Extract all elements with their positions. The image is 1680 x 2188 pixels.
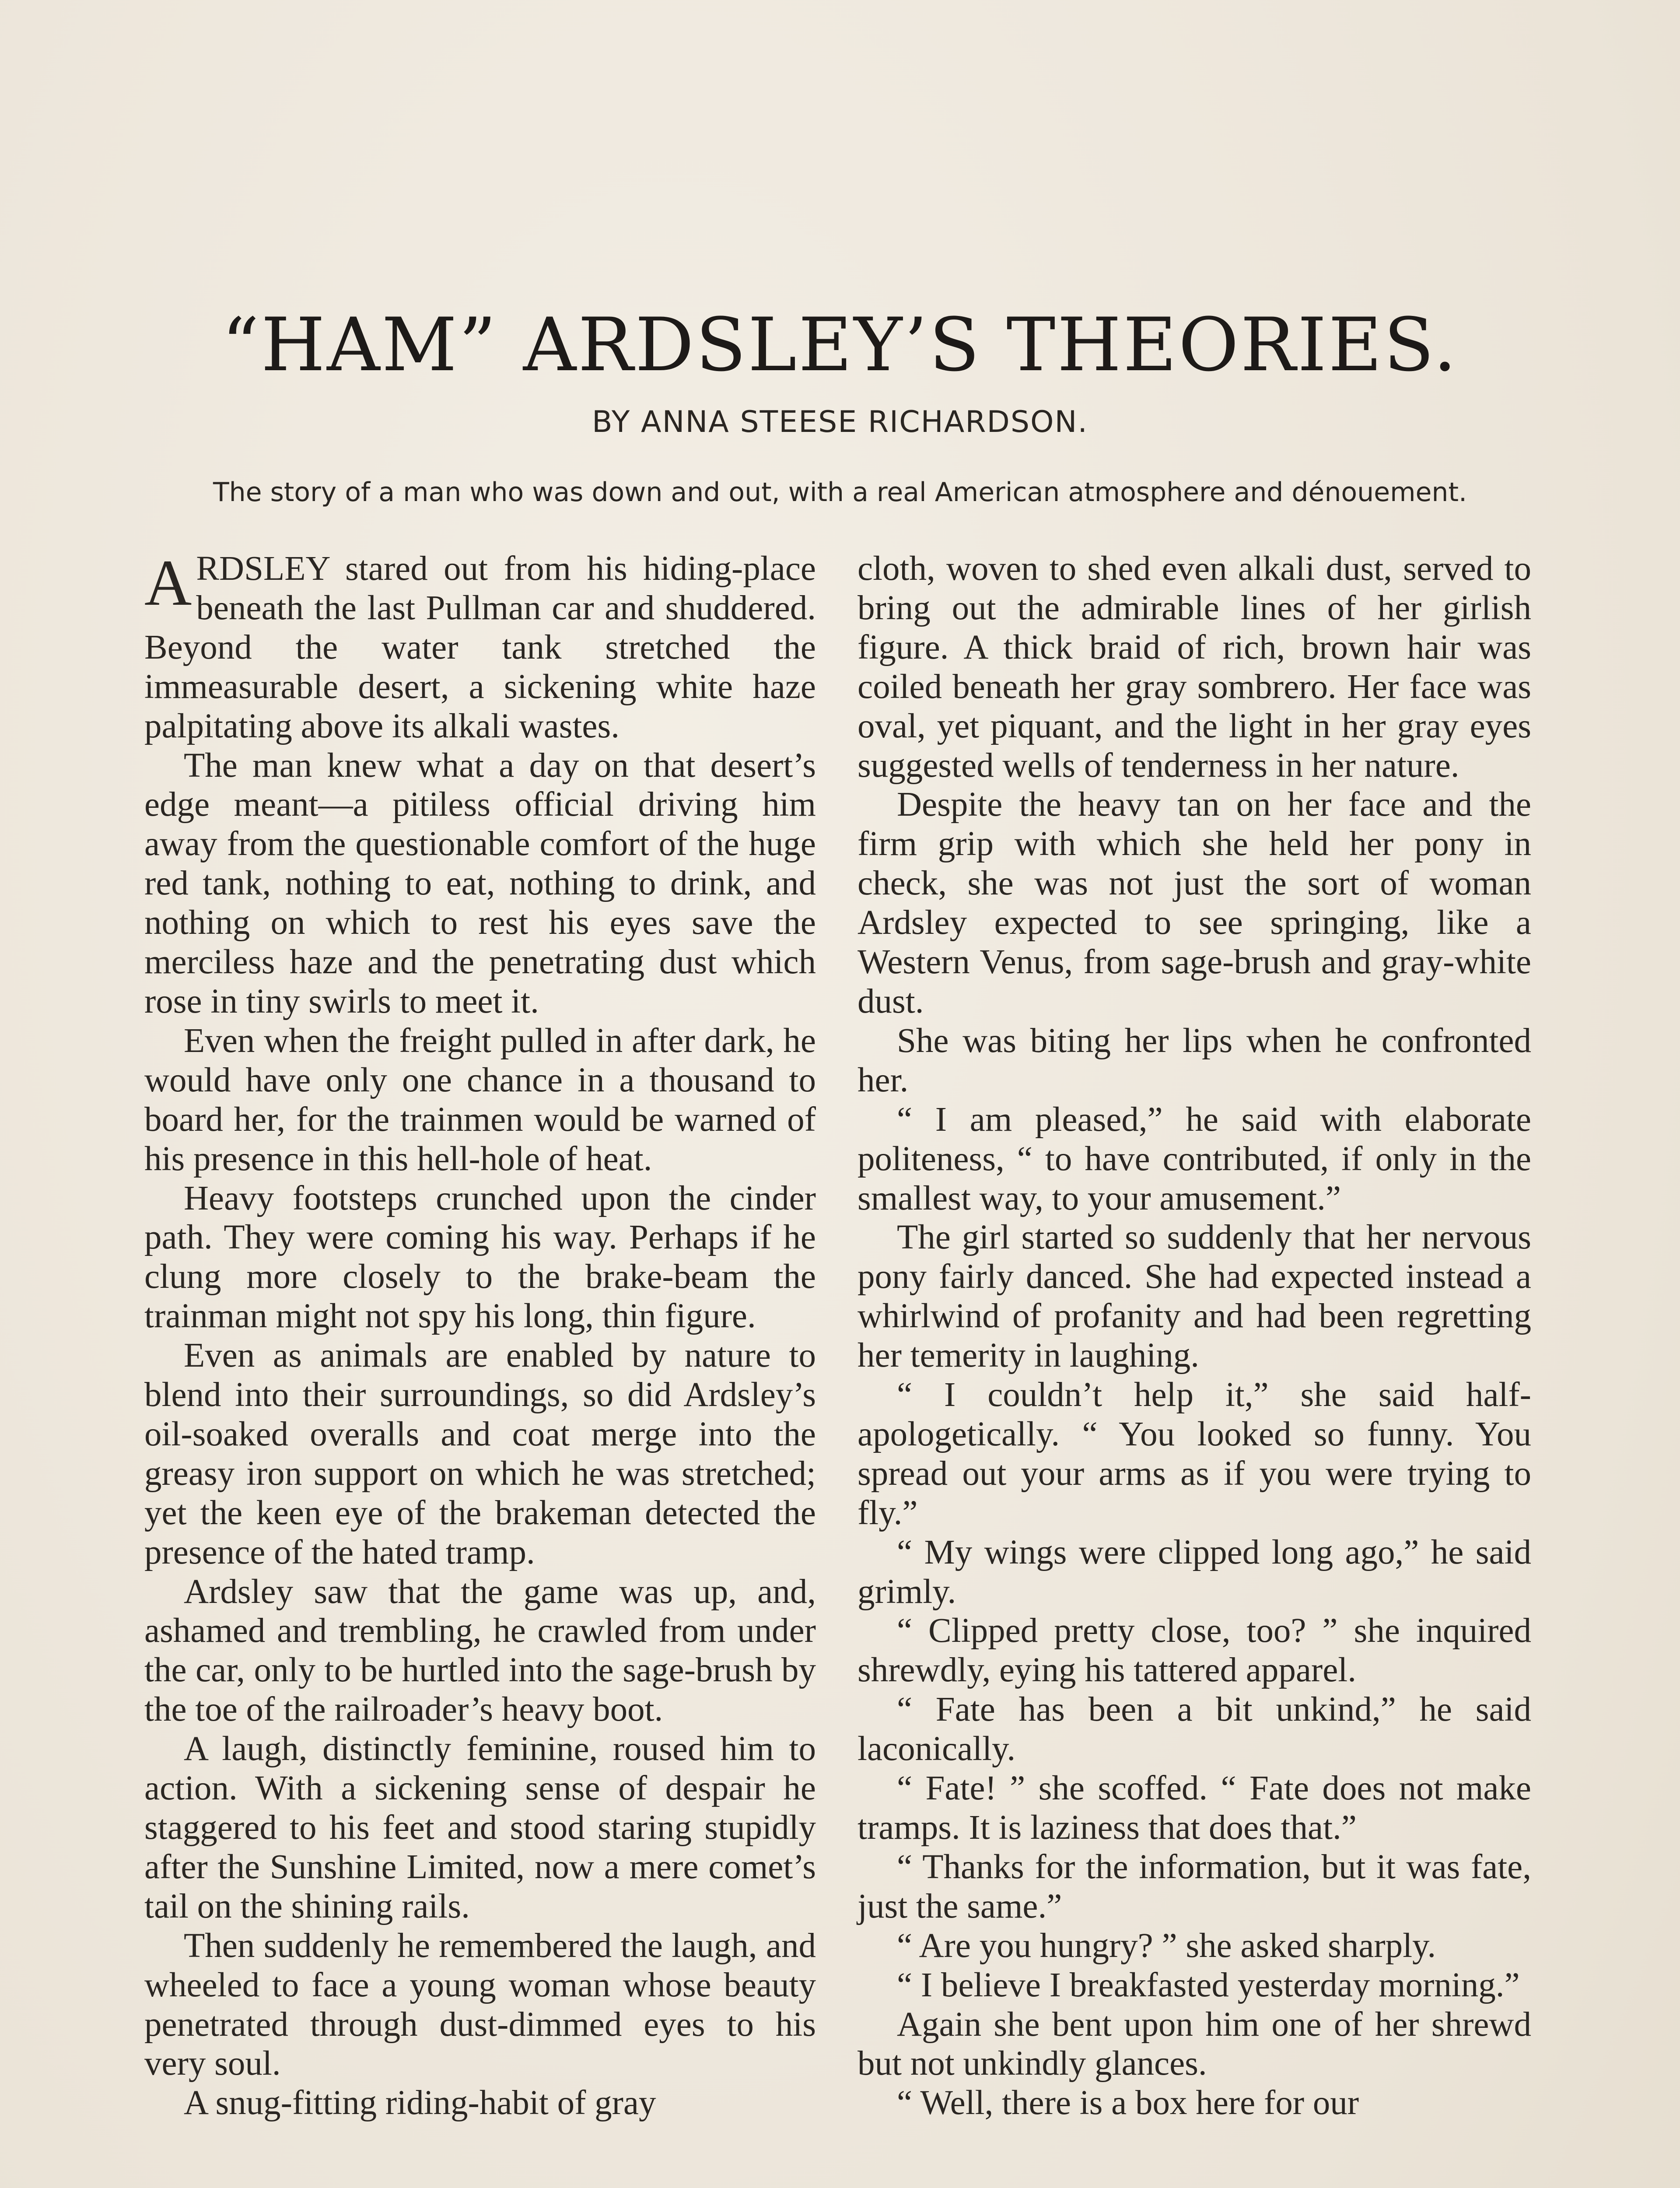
paragraph: The man knew what a day on that desert’s edge meant—a pitiless official driving him away from the questionable comfort of the huge red tank, nothing to eat, nothing to drink, and nothing on which to rest his eyes save the merciless haze and the penetrating dust which rose in tiny swirls to meet it. [144, 746, 816, 1020]
paragraph: “ I couldn’t help it,” she said half-apologetically. “ You looked so funny. You spread out your arms as if you were trying to fly.” [858, 1376, 1531, 1532]
drop-cap: A [144, 547, 192, 619]
article-subtitle: The story of a man who was down and out, with a real American atmosphere and dénouement. [213, 477, 1467, 508]
paragraph: Heavy footsteps crunched upon the cinder path. They were coming his way. Perhaps if he clung more closely to the brake-beam the trainman might not spy his long, thin figure. [144, 1179, 816, 1336]
paragraph: Despite the heavy tan on her face and the firm grip with which she held her pony in check, she was not just the sort of woman Ardsley expected to see springing, like a Western Venus, from sage-brush and gray-white dust. [858, 785, 1531, 1020]
bleed-through-header [656, 131, 1006, 149]
paragraph: Again she bent upon him one of her shrewd but not unkindly glances. [858, 2005, 1531, 2083]
paragraph: “ Clipped pretty close, too? ” she inquired shrewdly, eying his tattered apparel. [858, 1612, 1531, 1690]
paragraph: “ Fate! ” she scoffed. “ Fate does not make tramps. It is laziness that does that.” [858, 1769, 1531, 1847]
article-title: “HAM” ARDSLEY’S THEORIES. [221, 302, 1459, 388]
left-column [144, 549, 816, 2123]
paragraph: ARDSLEY stared out from his hiding-place beneath the last Pullman car and shuddered. Beyond the water tank stretched the immeasurable desert, a sickening white haze palpitating above its alkali wastes. [144, 547, 816, 745]
paragraph: “ Well, there is a box here for our [897, 2084, 1359, 2122]
paragraph: “ I am pleased,” he said with elaborate politeness, “ to have contributed, if only in the smallest way, to your amusement.” [858, 1100, 1531, 1217]
paragraph: “ Thanks for the information, but it was fate, just the same.” [858, 1848, 1531, 1925]
article-byline: BY ANNA STEESE RICHARDSON. [592, 405, 1088, 439]
paragraph: A laugh, distinctly feminine, roused him to action. With a sickening sense of despair he staggered to his feet and stood staring stupidly after the Sunshine Limited, now a mere comet’s tail on the shining rails. [144, 1730, 816, 1925]
paragraph: Even as animals are enabled by nature to blend into their surroundings, so did Ardsley’s oil-soaked overalls and coat merge into the greasy iron support on which he was stretched; yet the keen eye of the brakeman detected the presence of the hated tramp. [144, 1336, 816, 1571]
paragraph: Even when the freight pulled in after dark, he would have only one chance in a thousand to board her, for the trainmen would be warned of his presence in this hell-hole of heat. [144, 1021, 816, 1178]
paragraph: Then suddenly he remembered the laugh, and wheeled to face a young woman whose beauty penetrated through dust-dimmed eyes to his very soul. [144, 1926, 816, 2083]
right-column [858, 549, 1531, 2123]
paragraph: Ardsley saw that the game was up, and, ashamed and trembling, he crawled from under the car, only to be hurtled into the sage-brush by the toe of the railroader’s heavy boot. [144, 1572, 816, 1729]
paragraph: She was biting her lips when he confronted her. [858, 1021, 1531, 1099]
paragraph: The girl started so suddenly that her nervous pony fairly danced. She had expected instead a whirlwind of profanity and had been regretting her temerity in laughing. [858, 1218, 1531, 1375]
paragraph: cloth, woven to shed even alkali dust, served to bring out the admirable lines of her girlish figure. A thick braid of rich, brown hair was coiled beneath her gray sombrero. Her face was oval, yet piquant, and the light in her gray eyes suggested wells of tenderness in her nature. [858, 550, 1531, 785]
paragraph: “ My wings were clipped long ago,” he said grimly. [858, 1533, 1531, 1611]
paragraph: “ I believe I breakfasted yesterday morning.” [897, 1966, 1520, 2004]
paragraph: “ Fate has been a bit unkind,” he said laconically. [858, 1690, 1531, 1768]
paragraph: A snug-fitting riding-habit of gray [184, 2084, 656, 2122]
paragraph: “ Are you hungry? ” she asked sharply. [897, 1926, 1436, 1965]
